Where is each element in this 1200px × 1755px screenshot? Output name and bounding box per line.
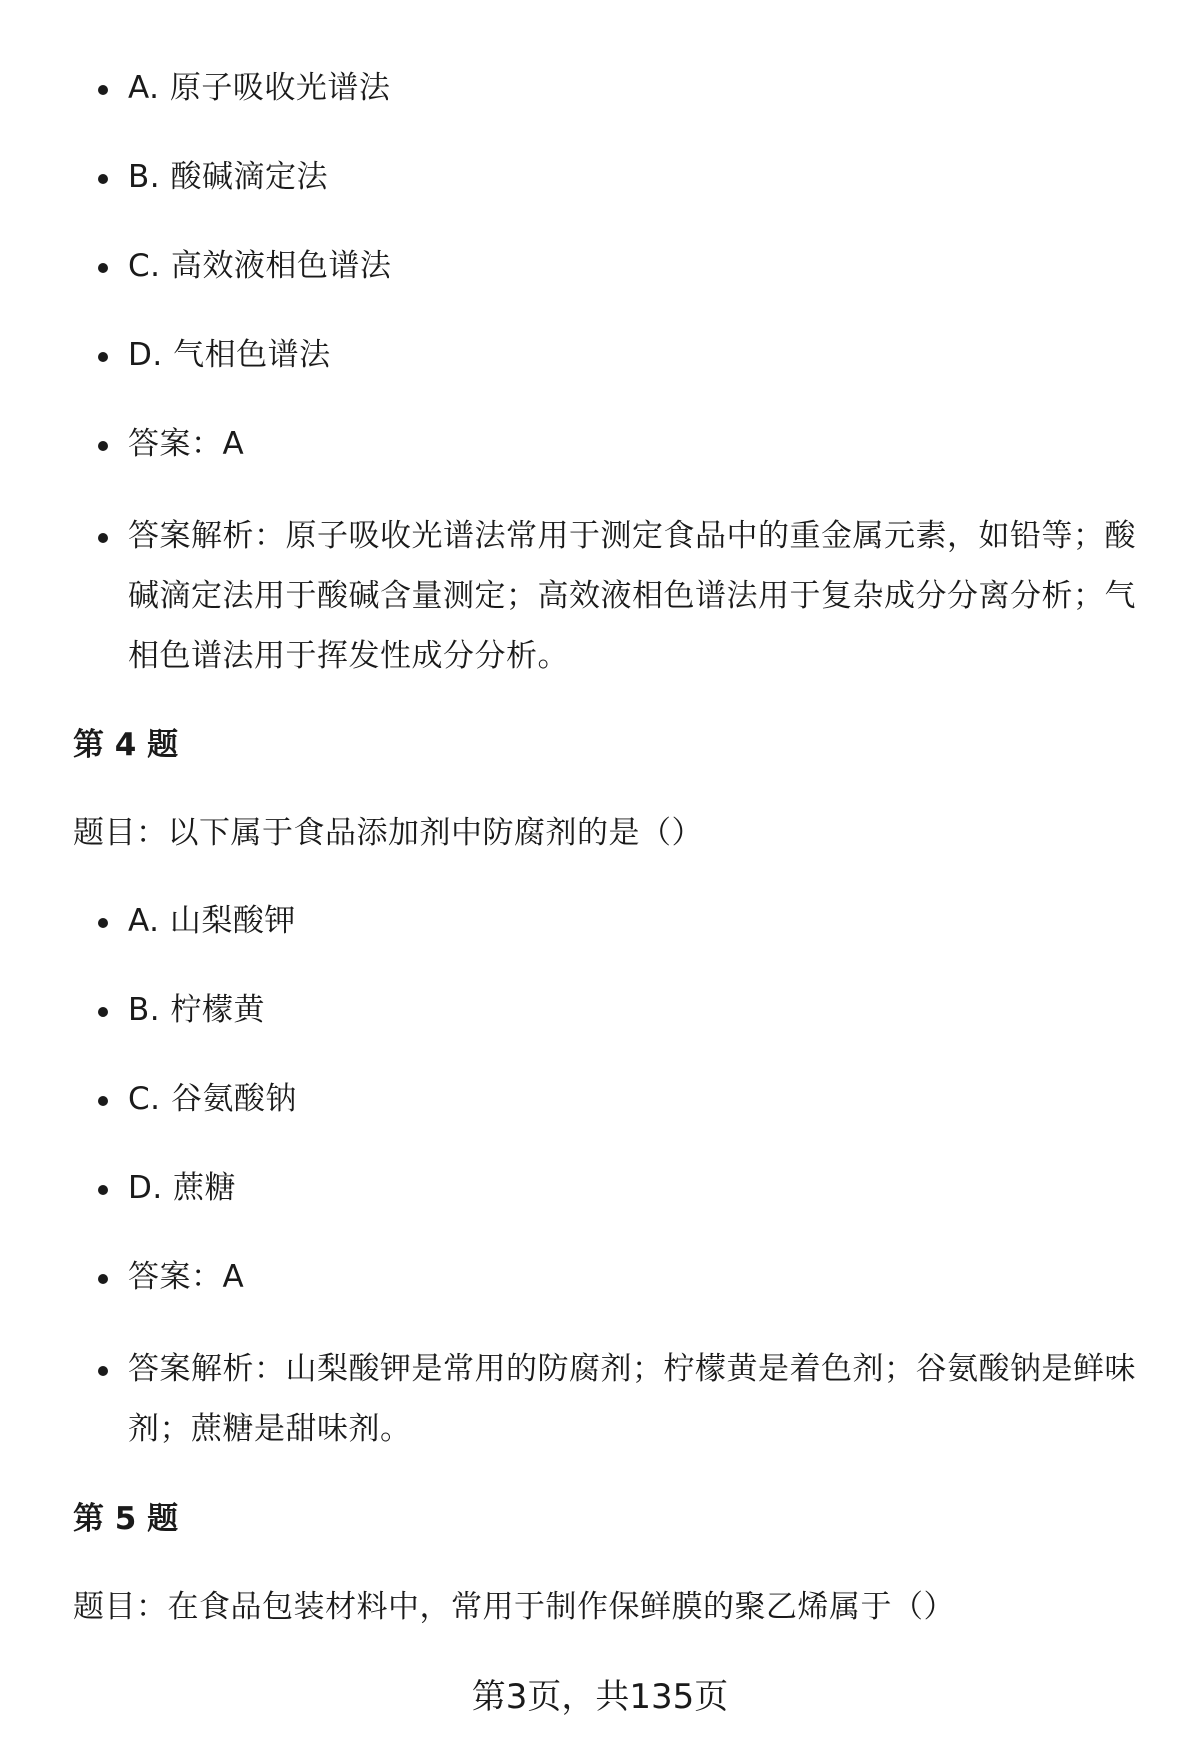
q4-heading: 第 4 题 <box>73 727 179 763</box>
q4-option-d: D. 蔗糖 <box>128 1158 1148 1218</box>
q3-analysis: 答案解析：原子吸收光谱法常用于测定食品中的重金属元素，如铅等；酸碱滴定法用于酸碱含量测定；高效液相色谱法用于复杂成分分离分析；气相色谱法用于挥发性成分分析。 <box>128 506 1148 686</box>
q3-option-d: D. 气相色谱法 <box>128 325 1148 385</box>
q3-option-c: C. 高效液相色谱法 <box>128 236 1148 296</box>
q4-stem: 题目：以下属于食品添加剂中防腐剂的是（） <box>73 815 703 851</box>
q4-option-c: C. 谷氨酸钠 <box>128 1069 1148 1129</box>
q3-option-a: A. 原子吸收光谱法 <box>128 58 1148 118</box>
q5-stem: 题目：在食品包装材料中，常用于制作保鲜膜的聚乙烯属于（） <box>73 1589 955 1625</box>
q3-option-b: B. 酸碱滴定法 <box>128 147 1148 207</box>
q4-option-a: A. 山梨酸钾 <box>128 891 1148 951</box>
q4-analysis: 答案解析：山梨酸钾是常用的防腐剂；柠檬黄是着色剂；谷氨酸钠是鲜味剂；蔗糖是甜味剂。 <box>128 1339 1148 1459</box>
q4-option-b: B. 柠檬黄 <box>128 980 1148 1040</box>
q3-answer: 答案：A <box>128 414 1148 474</box>
q4-answer: 答案：A <box>128 1247 1148 1307</box>
q5-heading: 第 5 题 <box>73 1501 179 1537</box>
page-number-footer: 第3页，共135页 <box>471 1677 729 1717</box>
